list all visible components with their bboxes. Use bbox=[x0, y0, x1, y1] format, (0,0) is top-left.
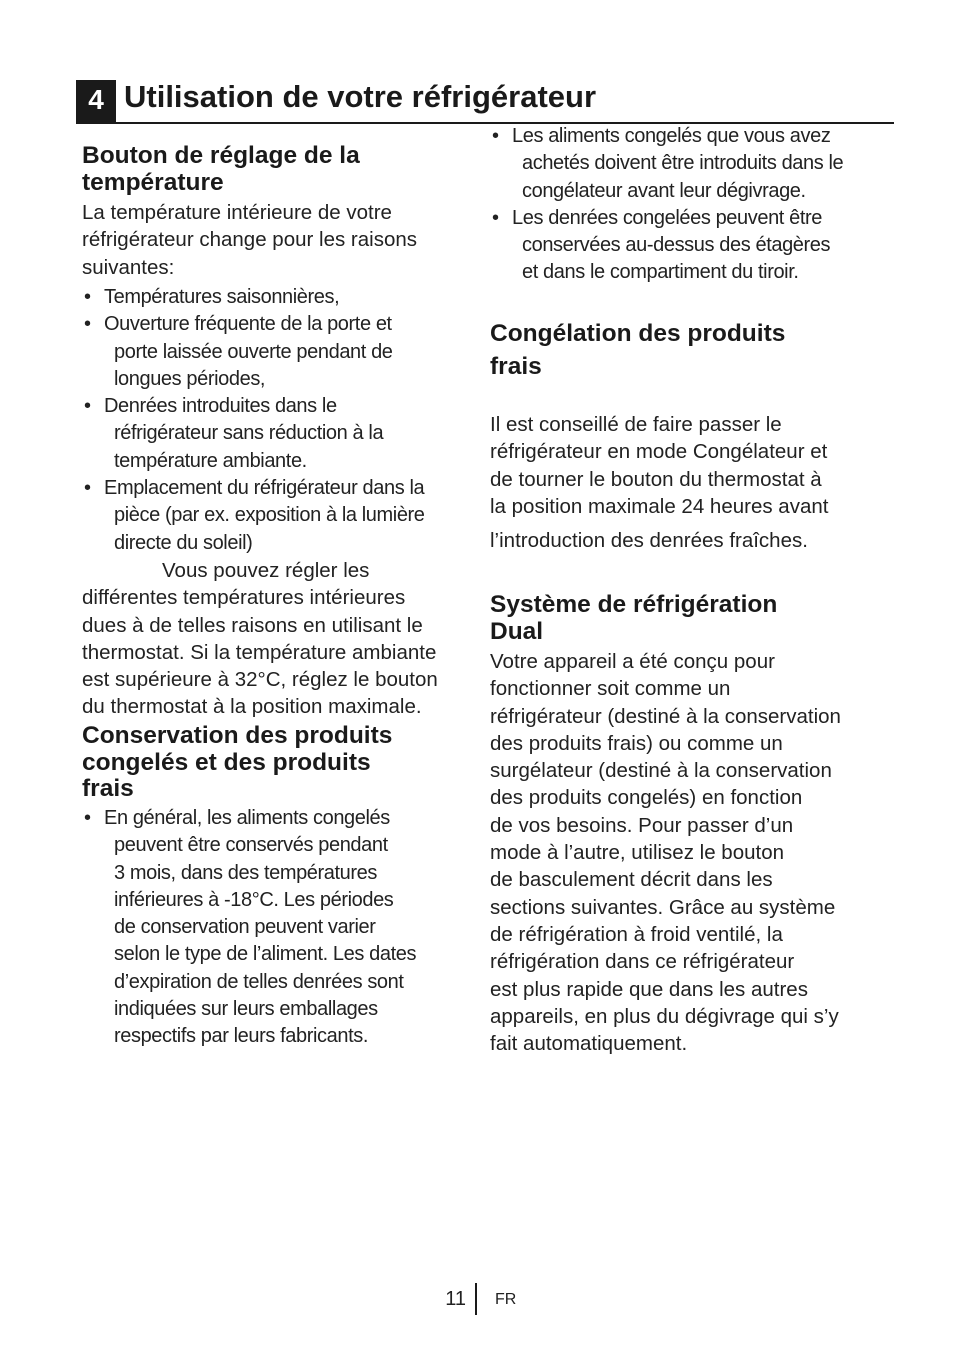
bullet-line: porte laissée ouverte pendant de bbox=[114, 340, 393, 363]
bullet-line: peuvent être conservés pendant bbox=[114, 834, 388, 857]
list-item bbox=[82, 805, 416, 1051]
section-heading-freezing-fresh: Congélation des produits frais bbox=[490, 320, 786, 380]
bullet-line: de conservation peuvent varier bbox=[114, 916, 376, 939]
section-body-freezing-fresh-last: l’introduction des denrées fraîches. bbox=[490, 529, 808, 552]
bullet-line: • Denrées introduites dans le bbox=[104, 395, 337, 418]
chapter-number: 4 bbox=[76, 80, 116, 122]
bullet-line: indiquées sur leurs emballages bbox=[114, 998, 378, 1021]
bullet-line: • Ouverture fréquente de la porte et bbox=[104, 313, 392, 336]
bullet-line: • Emplacement du réfrigérateur dans la bbox=[104, 477, 425, 500]
section-body-temperature: Vous pouvez régler les différentes températures intérieures dues à de telles raisons en utilisant le thermostat. Si la température ambiante est supérieure à 32°C, réglez le bouton du thermostat à la position maximale. bbox=[82, 559, 438, 719]
bullet-line: 3 mois, dans des températures bbox=[114, 861, 377, 884]
chapter-header bbox=[76, 76, 894, 124]
bullet-list-conservation bbox=[82, 805, 416, 1051]
footer-divider bbox=[475, 1283, 477, 1315]
bullet-line: • Les aliments congelés que vous avez bbox=[512, 125, 831, 147]
bullet-line: inférieures à -18°C. Les périodes bbox=[114, 888, 394, 911]
bullet-list-temperature-reasons bbox=[82, 284, 425, 557]
section-heading-temperature-knob: Bouton de réglage de la température bbox=[82, 142, 360, 196]
bullet-line: et dans le compartiment du tiroir. bbox=[522, 261, 799, 284]
language-code: FR bbox=[495, 1291, 517, 1308]
bullet-line: conservées au-dessus des étagères bbox=[522, 234, 831, 257]
bullet-line: • Températures saisonnières, bbox=[104, 286, 340, 308]
bullet-line: longues périodes, bbox=[114, 367, 266, 390]
bullet-list-frozen-food bbox=[490, 123, 843, 287]
section-body-freezing-fresh: Il est conseillé de faire passer le réfrigérateur en mode Congélateur et de tourner le bouton du thermostat à la position maximale 24 heures avant bbox=[490, 413, 829, 518]
bullet-line: • En général, les aliments congelés bbox=[104, 807, 390, 829]
page-number: 11 bbox=[445, 1288, 466, 1310]
bullet-line: congélateur avant leur dégivrage. bbox=[522, 179, 806, 202]
bullet-line: respectifs par leurs fabricants. bbox=[114, 1025, 368, 1048]
bullet-line: selon le type de l’aliment. Les dates bbox=[114, 943, 417, 966]
bullet-line: pièce (par ex. exposition à la lumière bbox=[114, 504, 425, 527]
bullet-line: directe du soleil) bbox=[114, 531, 253, 554]
section-intro-temperature: La température intérieure de votre réfrigérateur change pour les raisons suivantes: bbox=[82, 201, 418, 279]
list-item bbox=[490, 205, 843, 287]
chapter-title: Utilisation de votre réfrigérateur bbox=[124, 79, 597, 114]
bullet-line: d’expiration de telles denrées sont bbox=[114, 970, 404, 993]
list-item bbox=[82, 311, 425, 393]
bullet-line: réfrigérateur sans réduction à la bbox=[114, 422, 384, 445]
list-item bbox=[82, 393, 425, 475]
list-item bbox=[490, 123, 843, 205]
list-item bbox=[82, 284, 425, 311]
section-body-dual-system: Votre appareil a été conçu pour fonctionner soit comme un réfrigérateur (destiné à la conservation des produits frais) ou comme un surgélateur (destiné à la conservation des produits congelés) en fonction de vos besoins. Pour passer d’un mode à l’autre, utilisez le bouton de basculement décrit dans les sections suivantes. Grâce au système de réfrigération à froid ventilé, la réfrigération dans ce réfrigérateur est plus rapide que dans les autres appareils, en plus du dégivrage qui s’y fait automatiquement. bbox=[490, 650, 841, 1056]
bullet-line: • Les denrées congelées peuvent être bbox=[512, 206, 822, 229]
section-heading-conservation: Conservation des produits congelés et des produits frais bbox=[82, 722, 393, 802]
section-heading-dual-system: Système de réfrigération Dual bbox=[490, 591, 778, 645]
bullet-line: achetés doivent être introduits dans le bbox=[522, 152, 844, 175]
bullet-line: température ambiante. bbox=[114, 449, 307, 472]
list-item bbox=[82, 475, 425, 557]
